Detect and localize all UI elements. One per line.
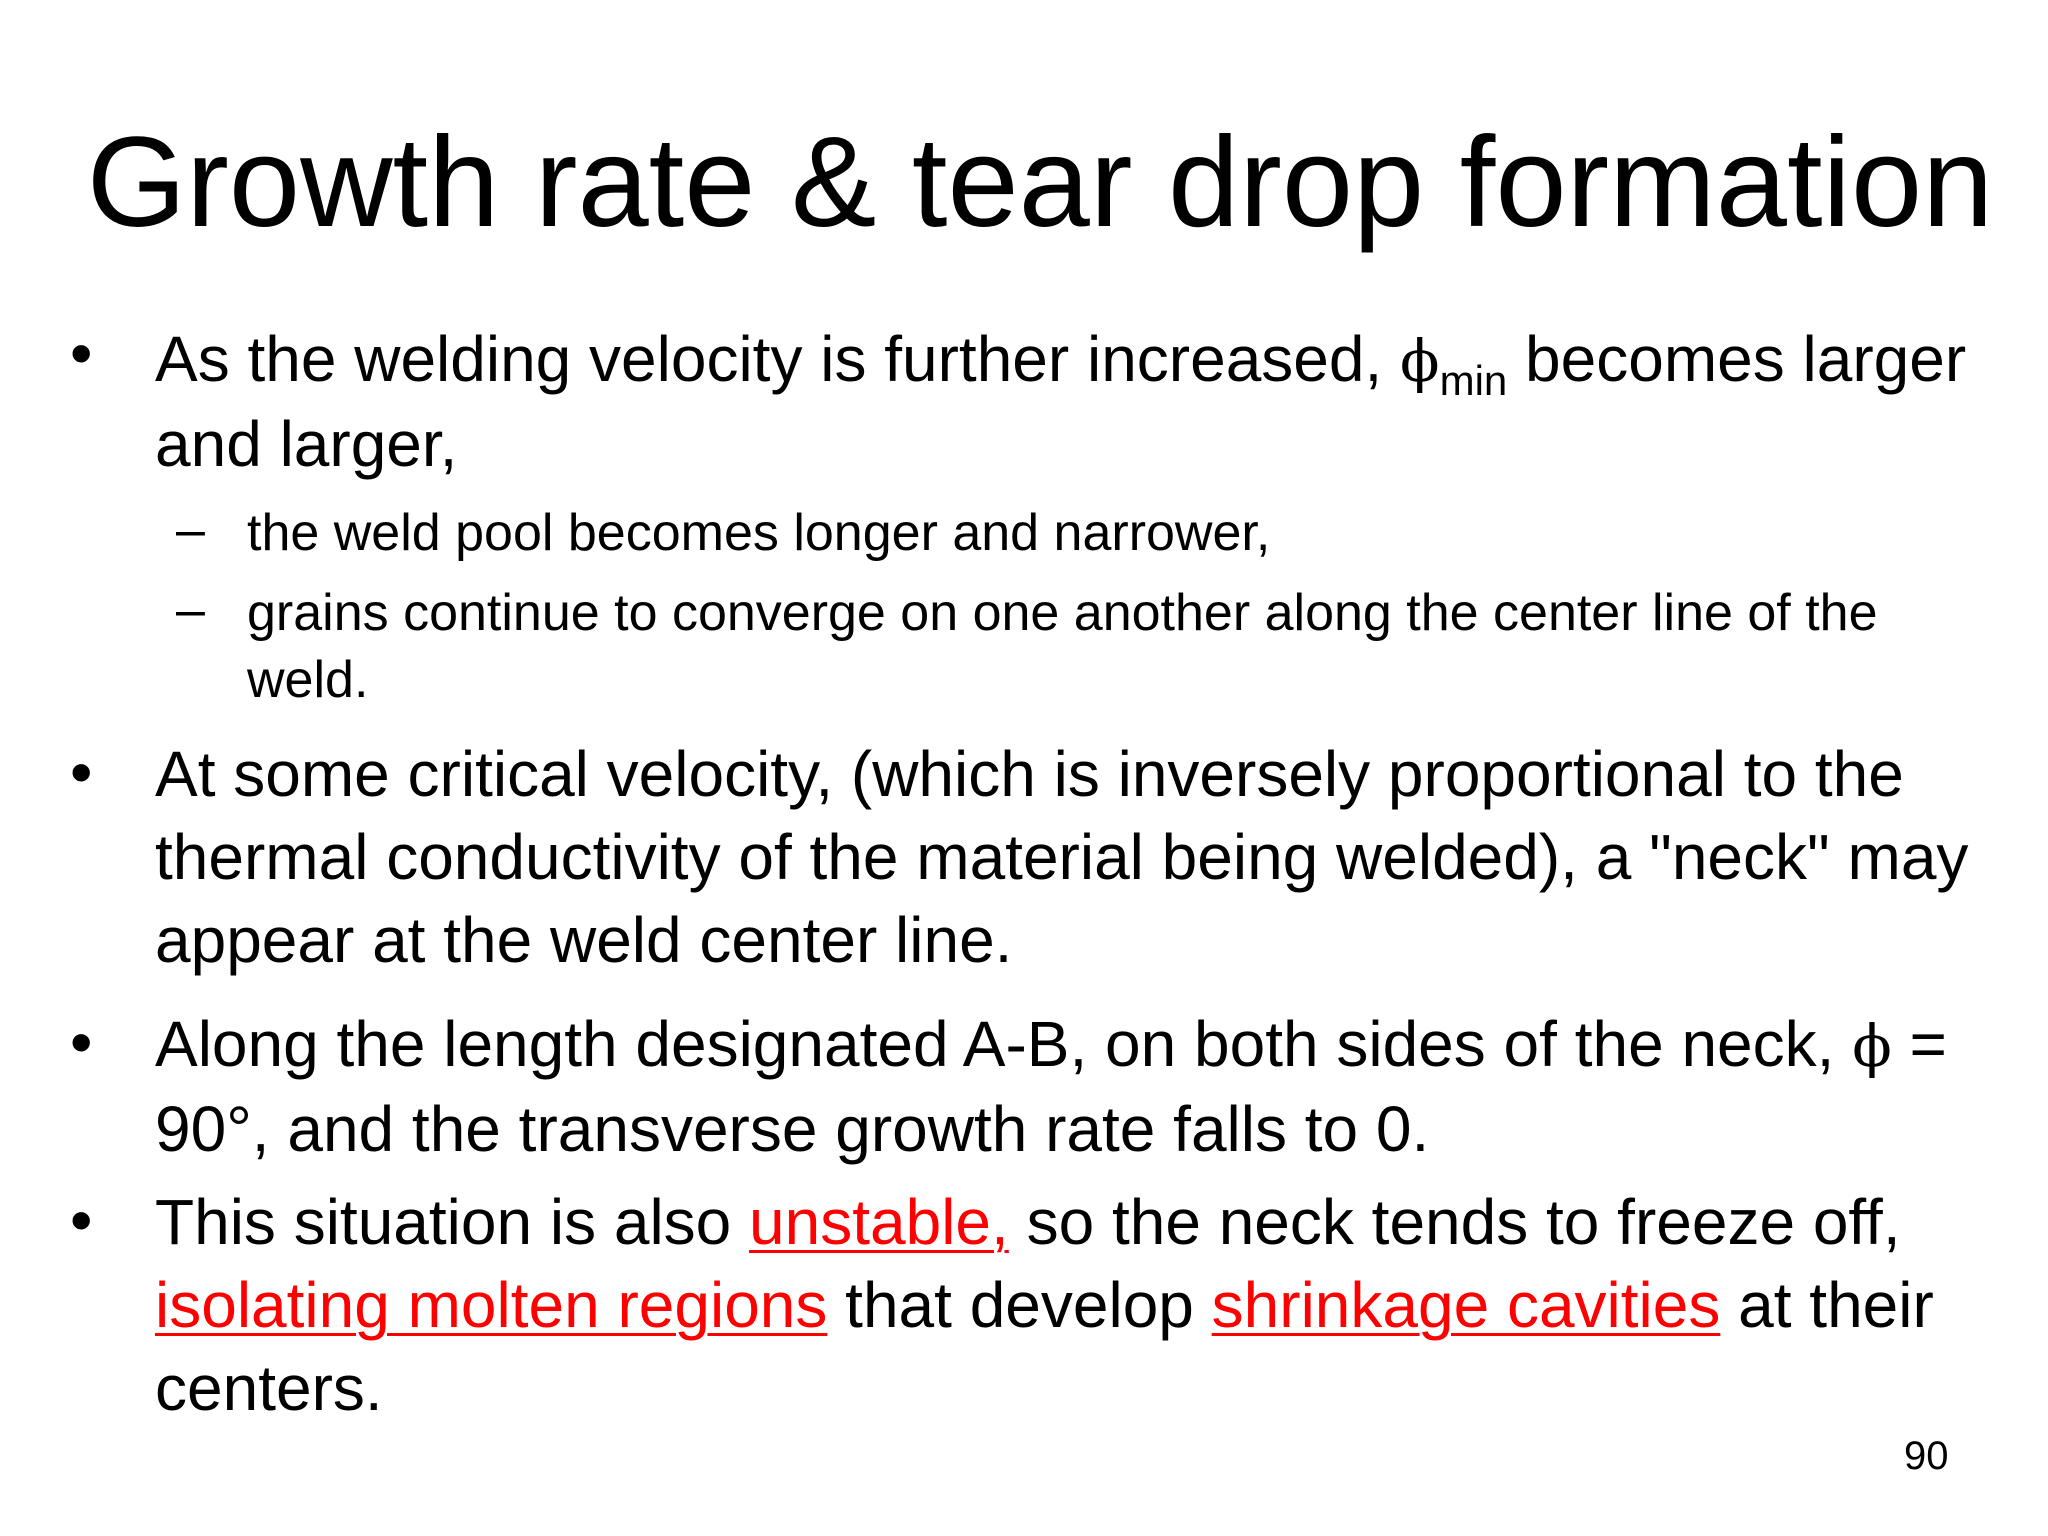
sub-bullet-2-text: grains continue to converge on one another along the center line of the weld. [247,584,1878,709]
bullet-4-part-4: at their centers. [155,1269,1934,1424]
highlight-unstable: unstable, [749,1186,1009,1258]
bullet-marker: • [70,1184,93,1256]
bullet-4-part-1: This situation is also [155,1186,750,1258]
sub-bullet-marker: – [176,501,205,559]
phi-symbol: ϕ [1400,327,1440,395]
page-number: 90 [1904,1434,1949,1478]
bullet-1-part-1: As the welding velocity is further increased, [155,323,1401,395]
phi-subscript-min: min [1439,357,1508,404]
bullet-marker: • [70,1006,93,1078]
phi-symbol: ϕ [1852,1012,1892,1080]
bullet-4-text [155,1181,2015,1430]
bullet-3-part-1: Along the length designated A-B, on both sides of the neck, [155,1008,1853,1080]
bullet-2-text: At some critical velocity, (which is inversely proportional to the thermal conductivity of the material being welded), a "neck" may appear at the weld center line. [155,738,1969,976]
bullet-3-text [155,1003,2015,1171]
bullet-4-part-3: that develop [827,1269,1212,1341]
sub-bullet-marker: – [176,581,205,639]
bullet-marker: • [70,317,93,389]
highlight-shrinkage-cavities: shrinkage cavities [1211,1269,1721,1341]
highlight-isolating-molten-regions: isolating molten regions [155,1269,828,1341]
sub-bullet-1-text: the weld pool becomes longer and narrower, [247,504,1271,562]
bullet-4-part-2: so the neck tends to freeze off, [1008,1186,1901,1258]
bullet-3-part-2: = 90°, and the transverse growth rate falls to 0. [155,1008,1947,1165]
bullet-marker: • [70,736,93,808]
bullet-1-text [155,318,2015,486]
slide-title: Growth rate & tear drop formation [86,111,1994,254]
bullet-1-part-2: becomes larger and larger, [155,323,1967,480]
